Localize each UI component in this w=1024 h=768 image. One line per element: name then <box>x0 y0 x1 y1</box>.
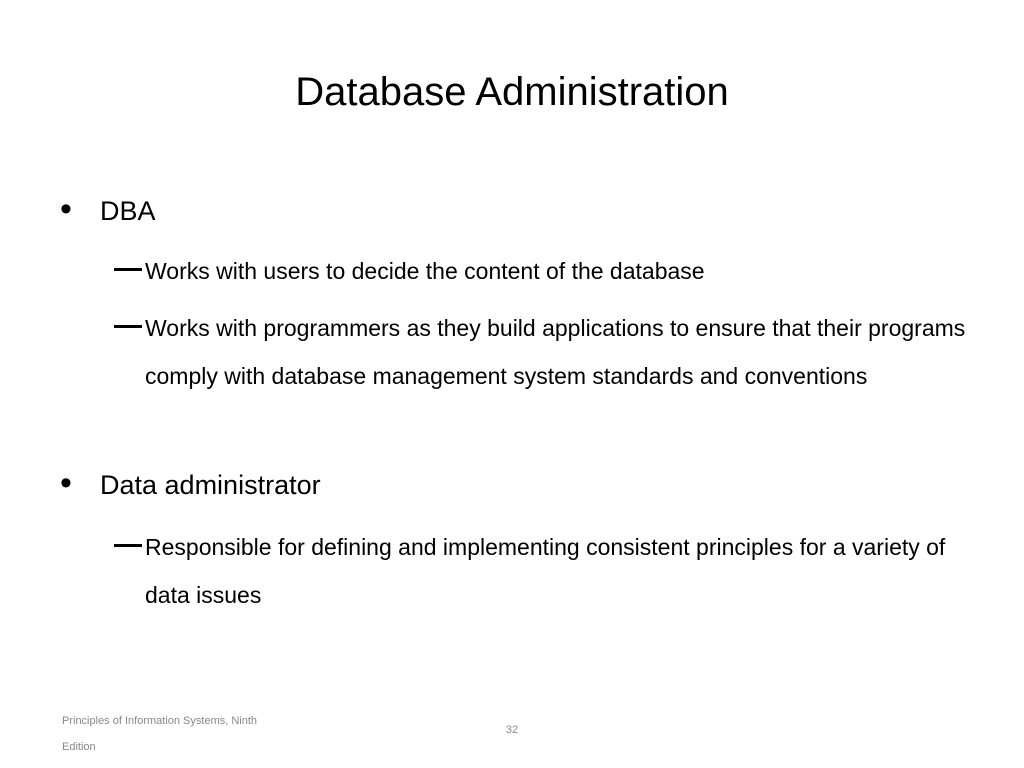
bullet-item-dba: DBA <box>100 196 156 226</box>
dash-icon <box>114 544 142 547</box>
bullet-dot-icon: • <box>60 464 72 502</box>
bullet-dot-icon: • <box>60 190 72 228</box>
subitem-data-admin-1: Responsible for defining and implementing consistent principles for a variety of data issues <box>145 534 946 608</box>
subitem-dba-2: Works with programmers as they build applications to ensure that their programs comply with database management system standards and conventions <box>145 315 966 389</box>
page-number: 32 <box>505 724 519 736</box>
bullet-item-data-administrator: Data administrator <box>100 470 321 500</box>
slide-title: Database Administration <box>295 70 729 114</box>
dash-icon <box>114 268 142 271</box>
footer-source: Principles of Information Systems, Ninth Edition <box>62 715 258 753</box>
dash-icon <box>114 325 142 328</box>
subitem-dba-1: Works with users to decide the content of the database <box>145 258 705 284</box>
